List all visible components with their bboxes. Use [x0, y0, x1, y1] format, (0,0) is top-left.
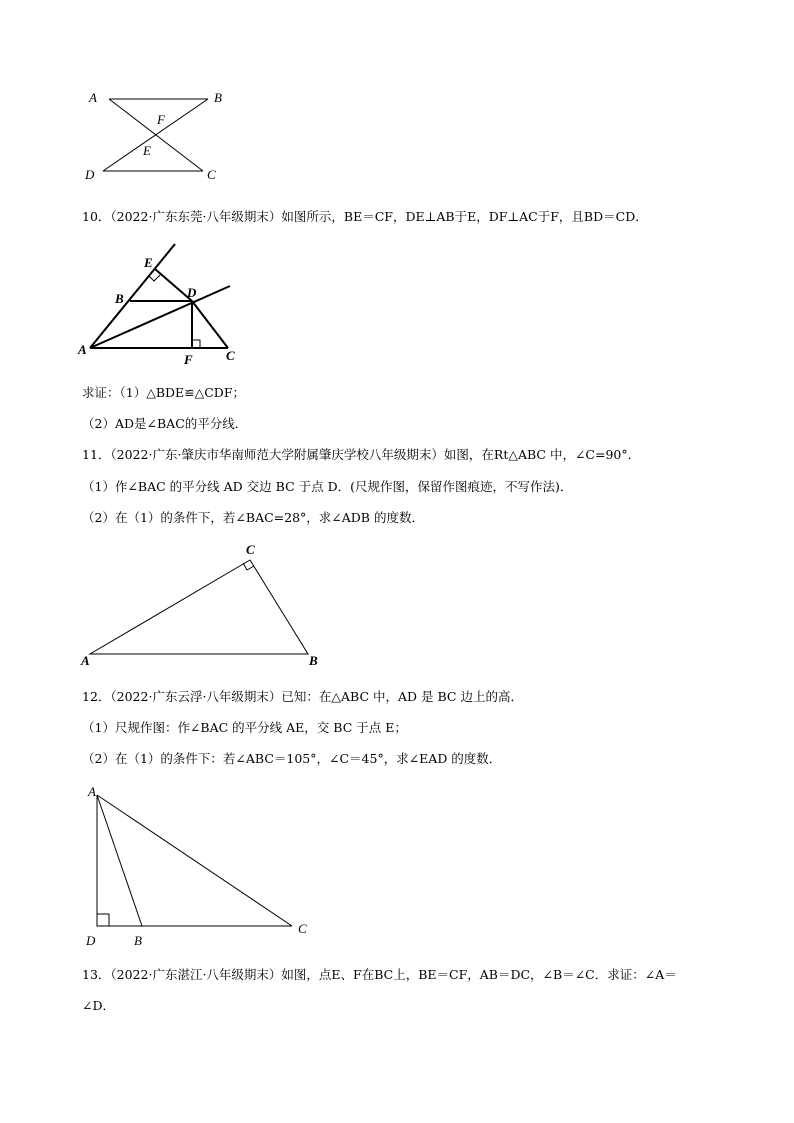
label-a: A	[88, 784, 96, 799]
q12-part-1: （1）尺规作图：作∠BAC 的平分线 AE，交 BC 于点 E；	[82, 720, 407, 735]
segment-ac	[97, 795, 292, 926]
q11-part-1: （1）作∠BAC 的平分线 AD 交边 BC 于点 D．(尺规作图，保留作图痕迹，不写作法)．	[82, 479, 573, 494]
q13-line-2: ∠D．	[82, 998, 115, 1013]
label-f: F	[184, 352, 193, 367]
label-b: B	[309, 653, 318, 668]
label-a: A	[89, 90, 97, 105]
q13-line-1: 13．（2022·广东湛江·八年级期末）如图，点E、F在BC上，BE＝CF，AB＝DC，∠B＝∠C．求证：∠A＝	[82, 967, 677, 982]
segment-dc	[192, 301, 228, 348]
ray-ae	[90, 244, 175, 348]
label-c: C	[207, 167, 216, 182]
label-f: F	[157, 112, 165, 127]
q11-stem: 11．（2022·广东·肇庆市华南师范大学附属肇庆学校八年级期末）如图，在Rt△ABC 中，∠C=90°．	[82, 447, 641, 462]
q12-stem: 12．（2022·广东云浮·八年级期末）已知：在△ABC 中，AD 是 BC 边上的高．	[82, 689, 523, 704]
q11-part-2: （2）在（1）的条件下，若∠BAC=28°，求∠ADB 的度数．	[82, 510, 424, 525]
segment-db	[103, 99, 208, 171]
ray-ad	[90, 286, 230, 348]
label-d: D	[187, 285, 197, 300]
label-c: C	[298, 921, 307, 936]
segment-ab	[97, 795, 142, 926]
label-e: E	[143, 143, 151, 158]
label-a: A	[78, 342, 87, 357]
q12-part-2: （2）在（1）的条件下：若∠ABC＝105°，∠C＝45°，求∠EAD 的度数．	[82, 751, 502, 766]
label-a: A	[81, 653, 90, 668]
figure-q10	[75, 237, 250, 367]
label-b: B	[214, 90, 222, 105]
label-b: B	[115, 291, 124, 306]
label-c: C	[226, 348, 235, 363]
triangle-abc	[90, 560, 308, 654]
right-angle-d	[97, 914, 109, 926]
label-b: B	[134, 933, 142, 948]
q10-stem: 10．（2022·广东东莞·八年级期末）如图所示，BE＝CF，DE⊥AB于E，DF⊥AC于F，且BD＝CD．	[82, 209, 648, 224]
figure-q11	[78, 540, 328, 668]
q10-part-1: 求证：（1）△BDE≌△CDF；	[82, 385, 245, 400]
right-angle-e	[149, 275, 160, 281]
q10-part-2: （2）AD是∠BAC的平分线．	[82, 416, 248, 431]
label-d: D	[85, 167, 95, 182]
figure-q9	[80, 85, 240, 185]
label-c: C	[246, 542, 255, 557]
label-d: D	[86, 933, 96, 948]
label-e: E	[144, 255, 153, 270]
right-angle-f	[192, 340, 200, 348]
figure-q12	[80, 780, 320, 952]
